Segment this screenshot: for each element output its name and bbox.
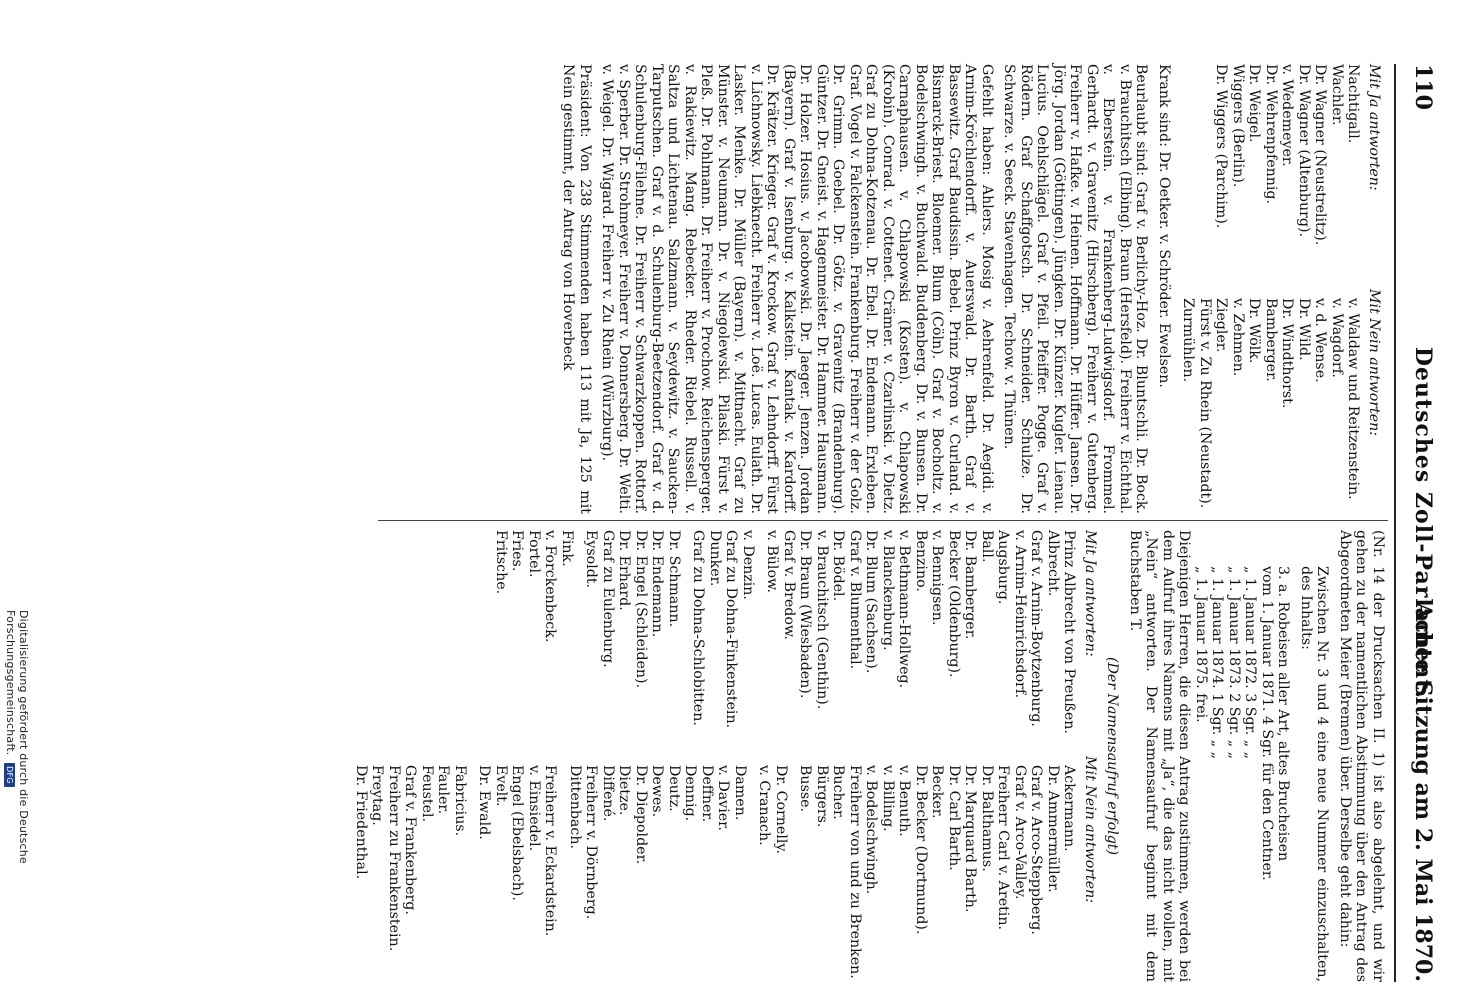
list-item: Ackermann. (1061, 765, 1078, 852)
list-item: v. Bülow. (764, 530, 781, 593)
list-item: Dr. Balthamus. (979, 765, 995, 872)
list-item: „ 1. Januar 1874. 1 Sgr. „ „ (1209, 566, 1226, 759)
list-item: v. Davier. (715, 765, 732, 831)
president-paragraph: Präsident: Von 238 Stimmenden haben 113 mit Ja, 125 mit Nein gestimmt, der Antrag von Hoverbeck (560, 64, 593, 514)
right-nein-names (353, 765, 1078, 982)
list-item: Dr. Diepolder. (633, 765, 649, 865)
list-item: Graf v. Frankenberg. (402, 765, 419, 915)
list-item: Bürgers. (814, 765, 830, 828)
list-item: Dr. Wagner (Neustrelitz). (1312, 64, 1329, 246)
list-item: Dr. Blum (Sachsen). (863, 530, 880, 674)
list-item: Graf zu Eulenburg. (600, 530, 616, 668)
list-item: Graf v. Blumenthal. (847, 530, 863, 670)
list-item: v. Benuth. (896, 765, 913, 837)
list-item: Wachler. (1329, 64, 1345, 126)
ja-heading-right: Mit Ja antworten: (1082, 530, 1098, 657)
list-item: Fries. (509, 530, 526, 572)
list-item: Fauler. (435, 765, 452, 815)
list-item: Zurmühlen. (1180, 298, 1197, 383)
list-item: Dr. Ammermüller. (1045, 765, 1061, 893)
gefehlt-paragraph: Gefehlt haben: Ahlers. Mosig v. Aehrenfeld. Dr. Aegidi. v. Arnim-Kröchlendorff. v. Auerswald. Dr. Barth. Graf v. Bassewitz. Graf Baudissin. Bebel. Prinz Byron v. Curland. v. Bismarck-Briest. Bloemer. Blum (Cöln). Graf v. Bocholtz. v. Bodelschwingh. v. Buchwald. Buddenberg. Dr. v. Bunsen. Dr. Carnaphausen. v. Chlapowski (Kosten). v. Chlapowski (Krobin). Conrad. v. Cottenet. Crämer. v. Czarlinski. v. Dietz. Graf zu Dohna-Kotzenau. Dr. Ebel. Dr. Endemann. Erxleben. Graf. Vogel v. Falckenstein. Frankenburg. Freiherr v. der Golz. Dr. Grimm. Goebel. Dr. Götz. v. Gravenitz (Brandenburg). Güntzer. Dr. Gneist. v. Hagenmeister. Dr. Hammer. Hausmann. Dr. Holzer. Hosius. v. Jacobowski. Dr. Jaeger. Jenzen. Jordan (Bayern). Graf v. Isenburg. v. Kalkstein. Kantak. v. Kardorff. Dr. Krätzer. Krieger. Graf v. Krockow. Graf v. Lehndorff. Fürst v. Lichnowsky. Liebknecht. Freiherr v. Loë. Lucas. Eulath. Dr. Lasker. Menke. Dr. Müller (Bayern). v. Mittnacht. Graf zu Münster. v. Neumann. Dr. v. Niegolewski. Pilaski. Fürst v. Pleß. Dr. Pohlmann. Dr. Freiherr v. Prochow. Reichensperger. v. Rakiewitz. Mang. Rebecker. Rheder. Riebel. Russell. v. Saltza und Lichtenau. Salzmann. v. Seydewitz. v. Saucken-Tarputschen. Graf v. d. Schulenburg-Beetzendorf. Graf v. d. Schulenburg-Filehne. Dr. Freiherr v. Schwarzkoppen. Rottorf. v. Sperber. Dr. Strohmeyer. Freiherr v. Donnersberg. Dr. Welti. v. Weigel. Dr. Wigard. Freiherr v. Zu Rhein (Würzburg). (599, 64, 995, 514)
list-item: Freytag. (369, 765, 386, 826)
list-item: v. Forckenbeck. (542, 530, 559, 643)
list-item: Prinz Albrecht von Preußen. (1061, 530, 1078, 734)
list-item: Benzino. (913, 530, 929, 592)
list-item: v. Blanckenburg. (880, 530, 896, 651)
list-item: Dennig. (682, 765, 699, 822)
list-item: v. Wedemeyer. (1279, 64, 1296, 167)
list-item: v. Billing. (880, 765, 896, 832)
list-item: Damen. (732, 765, 748, 821)
list-item: Graf v. Arco-Valley. (1012, 765, 1028, 900)
list-item: Freiherr v. Eckardstein. (542, 765, 559, 937)
rollcall-note: (Der Namensaufruf erfolgt) (1104, 656, 1121, 856)
list-item: Dr. Engel (Schleiden). (633, 530, 649, 689)
list-item: Ball. (979, 530, 995, 563)
list-item: Augsburg. (995, 530, 1012, 605)
list-item: Freiherr von und zu Brenken. (847, 765, 863, 979)
list-item: Fritsche. (493, 530, 509, 595)
list-item: Engel (Ebelsbach). (509, 765, 526, 901)
list-item: Dr. Carl Barth. (946, 765, 962, 871)
list-item: Nachtigall. (1345, 64, 1362, 144)
list-item: v. Cranach. (756, 765, 773, 846)
list-item: Freiherr Carl v. Aretin. (995, 765, 1012, 930)
list-item: Fabricius. (452, 765, 468, 837)
list-item: Deffner. (699, 765, 715, 823)
list-item: Wiggers (Berlin). (1230, 64, 1246, 188)
beurlaubt-paragraph: Beurlaubt sind: Graf v. Berlichy-Hoz. Dr. Bluntschli. Dr. Bock. v. Brauchitsch (Elbing). Braun (Hersfeld). Freiherr v. Eichthal. v. Eberstein. v. Frankenberg-Ludwigsdorf. Frommel. Gerhardt. v. Gravenitz (Hirschberg). Freiherr v. Gutenberg. Freiherr v. Hafke. v. Heinen. Hoffmann. Dr. Hüffer. Jansen. Dr. Jörg. Jordan (Göttingen). Jüngken. Dr. Künzer. Kugler. Lienau. Lucius. Oehlschlägel. Graf v. Pfeil. Pfeiffer. Pogge. Graf v. Rödern. Graf Schaffgotsch. Dr. Schneider. Schulze. Dr. Schwarze. v. Seeck. Stavenhagen. Techow. v. Thünen. (1001, 64, 1150, 514)
list-item: Feustel. (419, 765, 435, 823)
proposal-line: Zwischen Nr. 3 und 4 eine neue Nummer einzuschalten, des Inhalts: (1298, 566, 1331, 982)
list-item: Graf zu Dohna-Schlobitten. (690, 530, 707, 726)
instruction-paragraph: Diejenigen Herren, die diesen Antrag zustimmen, werden bei dem Aufruf ihres Namens mit „Ja“, die das nicht wollen, mit „Nein“ antworten. Der Namensaufruf beginnt mit dem Buchstaben T. (1127, 530, 1193, 982)
list-item: Dittenbach. (567, 765, 583, 849)
list-item: Dr. Wagner (Altenburg). (1296, 64, 1312, 238)
list-item: Graf zu Dohna-Finkenstein. (723, 530, 740, 729)
list-item: v. d. Wense. (1312, 298, 1329, 383)
list-item: Dr. Windthorst. (1279, 298, 1296, 409)
proposal-item: 3. a. Robeisen aller Art, altes Brucheisen (1275, 566, 1292, 862)
list-item: v. Einsiedel. (526, 765, 542, 852)
list-item: Becker (Oldenburg). (946, 530, 962, 678)
list-item: Graf v. Arco-Steppberg. (1028, 765, 1045, 935)
list-item: v. Zehmen. (1230, 298, 1246, 377)
nein-heading-right: Mit Nein antworten: (1082, 756, 1098, 904)
list-item: Dr. Erhard. (616, 530, 633, 611)
ja-heading-left: Mit Ja antworten: (1366, 64, 1382, 191)
list-item: Dr. Wölk. (1246, 298, 1263, 364)
list-item: v. Bodelschwingh. (863, 765, 880, 895)
list-item: Deutz. (666, 765, 682, 812)
list-item: „ 1. Januar 1873. 2 Sgr. „ „ (1226, 566, 1242, 759)
digitization-note (4, 610, 30, 1000)
column-divider (378, 520, 1388, 521)
left-nein-names (1180, 298, 1362, 514)
list-item: v. Denzin. (740, 530, 756, 600)
list-item: Freiherr v. Dörnberg. (583, 765, 600, 920)
left-column (554, 64, 1386, 514)
list-item: Dr. Becker (Dortmund). (913, 765, 929, 935)
list-item: Dr. Weigel. (1246, 64, 1263, 143)
list-item: Dr. Bamberger. (962, 530, 979, 640)
list-item: „ 1. Januar 1872. 3 Sgr. „ „ (1242, 566, 1259, 759)
page-header (1402, 64, 1436, 982)
list-item: Dr. Wiggers (Parchim). (1213, 64, 1230, 229)
list-item: Eysoldt. (583, 530, 600, 589)
list-item: Dr. Wehrenpfennig. (1263, 64, 1279, 205)
session-date: Achte Sitzung am 2. Mai 1870. (1410, 602, 1436, 982)
left-ja-names (1180, 64, 1362, 280)
list-item: Dr. Cornelly. (773, 765, 789, 855)
list-item: Fink. (559, 530, 575, 567)
list-item: Dr. Bödel. (830, 530, 847, 602)
list-item: Dr. Braun (Wiesbaden). (797, 530, 814, 699)
list-item: Dr. Ewald. (476, 765, 493, 840)
krank-paragraph: Krank sind: Dr. Oetker. v. Schröder. Ewelsen. (1156, 64, 1172, 388)
list-item: v. Arnim-Heinrichsdorf. (1012, 530, 1028, 699)
rate-list (1193, 566, 1276, 982)
list-item: Dietze. (616, 765, 633, 816)
list-item: v. Bethmann-Hollweg. (896, 530, 913, 689)
nein-heading-left: Mit Nein antworten: (1366, 289, 1382, 437)
header-rule (1394, 64, 1396, 982)
list-item: Albrecht. (1045, 530, 1061, 597)
list-item: Bamberger. (1263, 298, 1279, 382)
list-item: Dunker. (707, 530, 723, 587)
list-item: Becker. (929, 765, 946, 819)
list-item: Graf v. Arnim-Boytzenburg. (1028, 530, 1045, 727)
list-item: v. Waldaw und Reitzenstein. (1345, 298, 1362, 500)
digitization-text: Digitalisierung gefördert durch die Deutsche Forschungsgemeinschaft. (4, 610, 30, 864)
list-item: Ziegler. (1213, 298, 1230, 353)
dfg-logo-badge: DFG (4, 763, 15, 787)
list-item: Fortel. (526, 530, 542, 578)
list-item: v. Wagdorf. (1329, 298, 1345, 378)
list-item: Evelt. (493, 765, 509, 807)
list-item: Dr. Friedenthal. (353, 765, 369, 880)
right-column (345, 530, 1387, 982)
page-title: Deutsches Zoll-Parlament. (1410, 346, 1436, 700)
intro-paragraph: (Nr. 14 der Drucksachen II. 1) ist also abgelehnt, und wir gehen zu der namentlichen Abstimmung über den Antrag des Abgeordneten Meier (Bremen) über. Derselbe geht dahin: (1337, 530, 1386, 982)
list-item: Bucher. (830, 765, 847, 820)
list-item: vom 1. Januar 1871. 4 Sgr. für den Centner. (1259, 566, 1275, 881)
page-number: 110 (1410, 64, 1436, 110)
list-item: v. Brauchitsch (Genthin). (814, 530, 830, 710)
list-item: Dr. Endemann. (649, 530, 666, 638)
list-item: Dr. Wild. (1296, 298, 1312, 361)
list-item: Graf v. Bredow. (781, 530, 797, 640)
list-item: Busse. (797, 765, 814, 813)
list-item: „ 1. Januar 1875. frei. (1193, 566, 1209, 723)
list-item: v. Bennigsen. (929, 530, 946, 626)
list-item: Dewes. (649, 765, 666, 818)
list-item: Dr. Schmann. (666, 530, 682, 628)
list-item: Dr. Marquard Barth. (962, 765, 979, 913)
list-item: Freiherr zu Frankenstein. (386, 765, 402, 952)
right-ja-names (353, 530, 1078, 747)
list-item: Fürst v. Zu Rhein (Neustadt). (1197, 298, 1213, 509)
list-item: Diffené. (600, 765, 616, 822)
